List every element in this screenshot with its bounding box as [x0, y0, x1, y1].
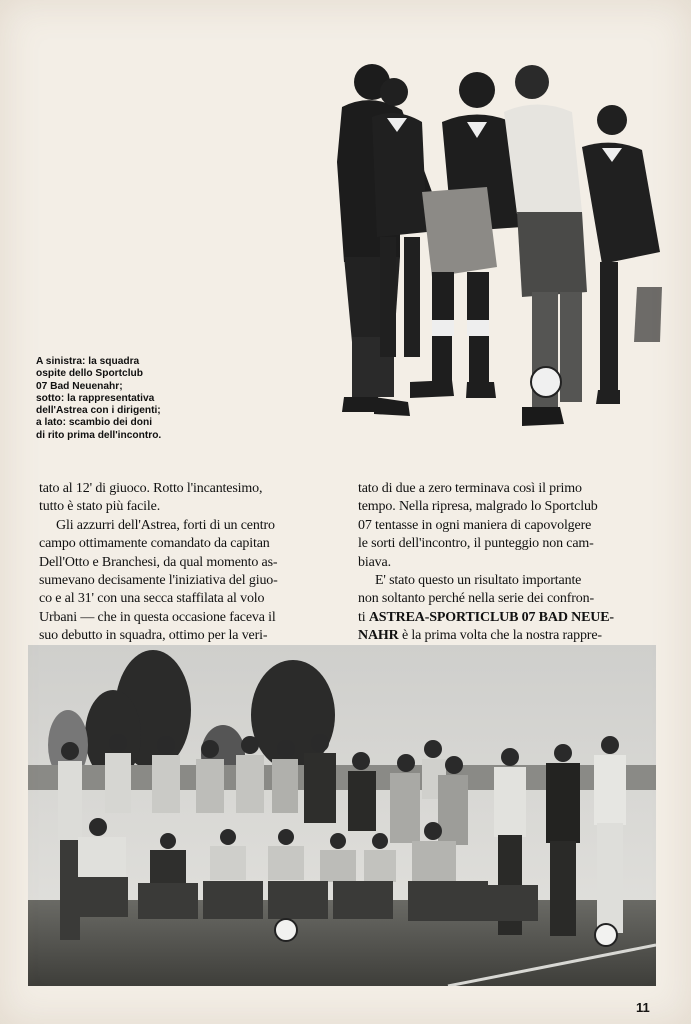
caption-line: dell'Astrea con i dirigenti;	[36, 405, 161, 417]
text-line: 07 tentasse in ogni maniera di capovolgere	[358, 517, 592, 533]
caption-line: di rito prima dell'incontro.	[36, 429, 162, 441]
article-right-column	[358, 480, 664, 664]
text-line: co e al 31' con una secca staffilata al volo	[39, 591, 265, 607]
article-left-column	[39, 480, 345, 664]
text-fragment: è la prima volta che la nostra rappre-	[398, 628, 602, 644]
text-line: le sorti dell'incontro, il punteggio non cam-	[358, 536, 594, 552]
text-line: biava.	[358, 554, 391, 570]
text-line: tato al 12' di giuoco. Rotto l'incantesimo,	[39, 481, 263, 496]
text-line: non soltanto perché nella serie dei confron-	[358, 591, 594, 607]
caption-line: a lato: scambio dei doni	[36, 417, 153, 429]
front-row	[68, 877, 538, 921]
referee-figure	[582, 105, 662, 404]
text-line	[358, 627, 664, 645]
text-line: Dell'Otto e Branchesi, da qual momento as-	[39, 554, 278, 570]
text-line: Urbani — che in questa occasione faceva il	[39, 609, 276, 625]
gift-exchange-photo	[282, 52, 670, 447]
text-line: campo ottimamente comandato da capitan	[39, 536, 270, 552]
team-group-photo	[28, 645, 656, 986]
caption-line: 07 Bad Neuenahr;	[36, 380, 123, 392]
text-fragment: ti	[358, 609, 369, 625]
official-figure	[504, 65, 587, 426]
text-line: tutto è stato più facile.	[39, 499, 161, 515]
photo-caption	[36, 356, 246, 442]
football	[275, 919, 297, 941]
team-names: NAHR	[358, 628, 399, 644]
text-line: tempo. Nella ripresa, malgrado lo Sportclub	[358, 499, 598, 515]
caption-line: sotto: la rappresentativa	[36, 392, 155, 404]
page-number: 11	[636, 1000, 650, 1015]
team-names: ASTREA-SPORTICLUB 07 BAD NEUE-	[368, 609, 614, 625]
caption-line: A sinistra: la squadra	[36, 356, 140, 367]
text-line: tato di due a zero terminava così il primo	[358, 481, 582, 496]
football	[595, 924, 617, 946]
caption-line: ospite dello Sportclub	[36, 368, 143, 380]
text-line: E' stato questo un risultato importante	[375, 573, 582, 589]
text-line: sumevano decisamente l'iniziativa del giuo-	[39, 573, 278, 589]
text-line: Gli azzurri dell'Astrea, forti di un centro	[56, 517, 275, 533]
text-line: suo debutto in squadra, ottimo per la veri-	[39, 628, 268, 644]
text-line	[358, 609, 664, 627]
player-figure	[372, 78, 427, 357]
